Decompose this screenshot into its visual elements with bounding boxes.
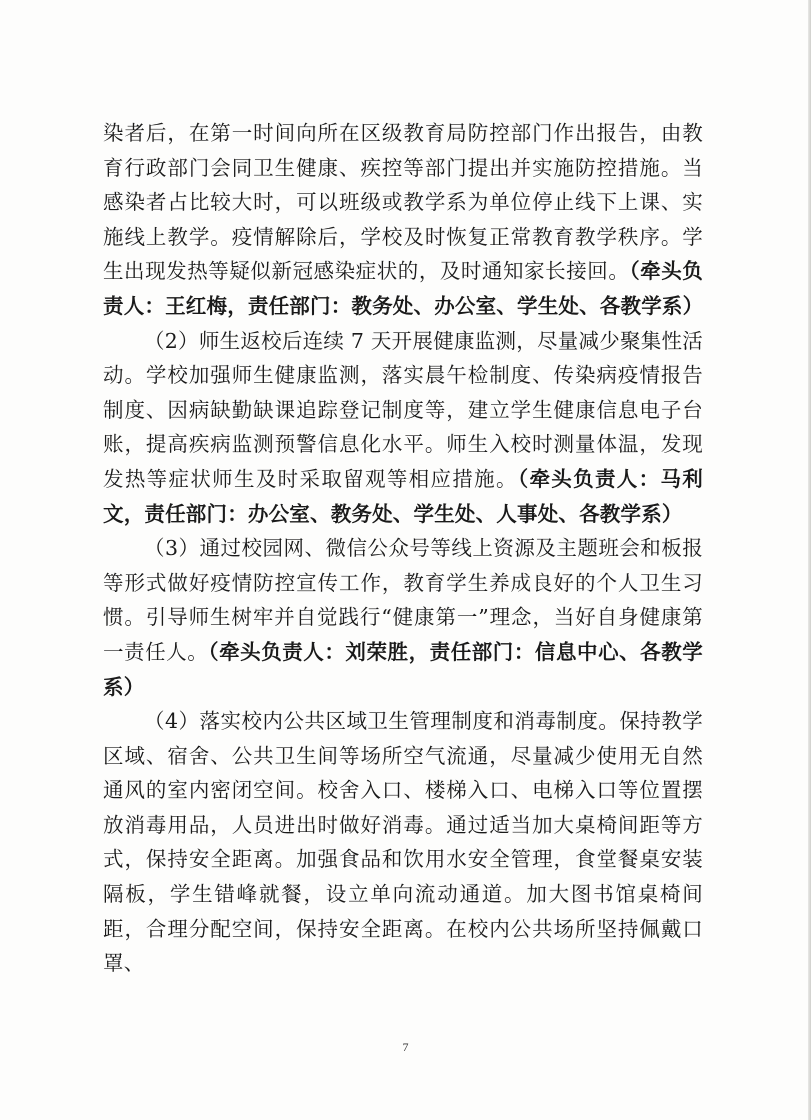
paragraph-3 (103, 531, 703, 704)
body-text (103, 116, 703, 981)
paragraph-3-responsibility: （牵头负责人：刘荣胜，责任部门：信息中心、各教学系） (103, 639, 703, 699)
paragraph-2-responsibility: （牵头负责人：马利文，责任部门：办公室、教务处、学生处、人事处、各教学系） (103, 466, 703, 526)
paragraph-2 (103, 324, 703, 532)
paragraph-1-responsibility: （牵头负责人：王红梅，责任部门：教务处、办公室、学生处、各教学系） (103, 259, 704, 318)
paragraph-2-text: （2）师生返校后连续 7 天开展健康监测，尽量减少聚集性活动。学校加强师生健康监测，落实晨午检制度、传染病疫情报告制度、因病缺勤缺课追踪登记制度等，建立学生健康信息电子台账，提高疾病监测预警信息化水平。师生入校时测量体温，发现发热等症状师生及时采取留观等相应措施。 (103, 328, 703, 491)
paragraph-3-text: （3）通过校园网、微信公众号等线上资源及主题班会和板报等形式做好疫情防控宣传工作，教育学生养成良好的个人卫生习惯。引导师生树牢并自觉践行“健康第一”理念，当好自身健康第一责任人。 (103, 536, 703, 664)
paragraph-4 (103, 704, 703, 981)
paragraph-1 (103, 116, 703, 324)
paragraph-4-text: （4）落实校内公共区域卫生管理制度和消毒制度。保持教学区域、宿舍、公共卫生间等场所空气流通，尽量减少使用无自然通风的室内密闭空间。校舍入口、楼梯入口、电梯入口等位置摆放消毒用品，人员进出时做好消毒。通过适当加大桌椅间距等方式，保持安全距离。加强食品和饮用水安全管理，食堂餐桌安装隔板，学生错峰就餐，设立单向流动通道。加大图书馆桌椅间距，合理分配空间，保持安全距离。在校内公共场所坚持佩戴口罩、 (103, 709, 703, 976)
page-number: 7 (402, 1040, 409, 1054)
paragraph-1-text: 染者后，在第一时间向所在区级教育局防控部门作出报告，由教育行政部门会同卫生健康、疾控等部门提出并实施防控措施。当感染者占比较大时，可以班级或教学系为单位停止线下上课、实施线上教学。疫情解除后，学校及时恢复正常教育教学秩序。学生出现发热等疑似新冠感染症状的，及时通知家长接回。 (103, 121, 703, 284)
